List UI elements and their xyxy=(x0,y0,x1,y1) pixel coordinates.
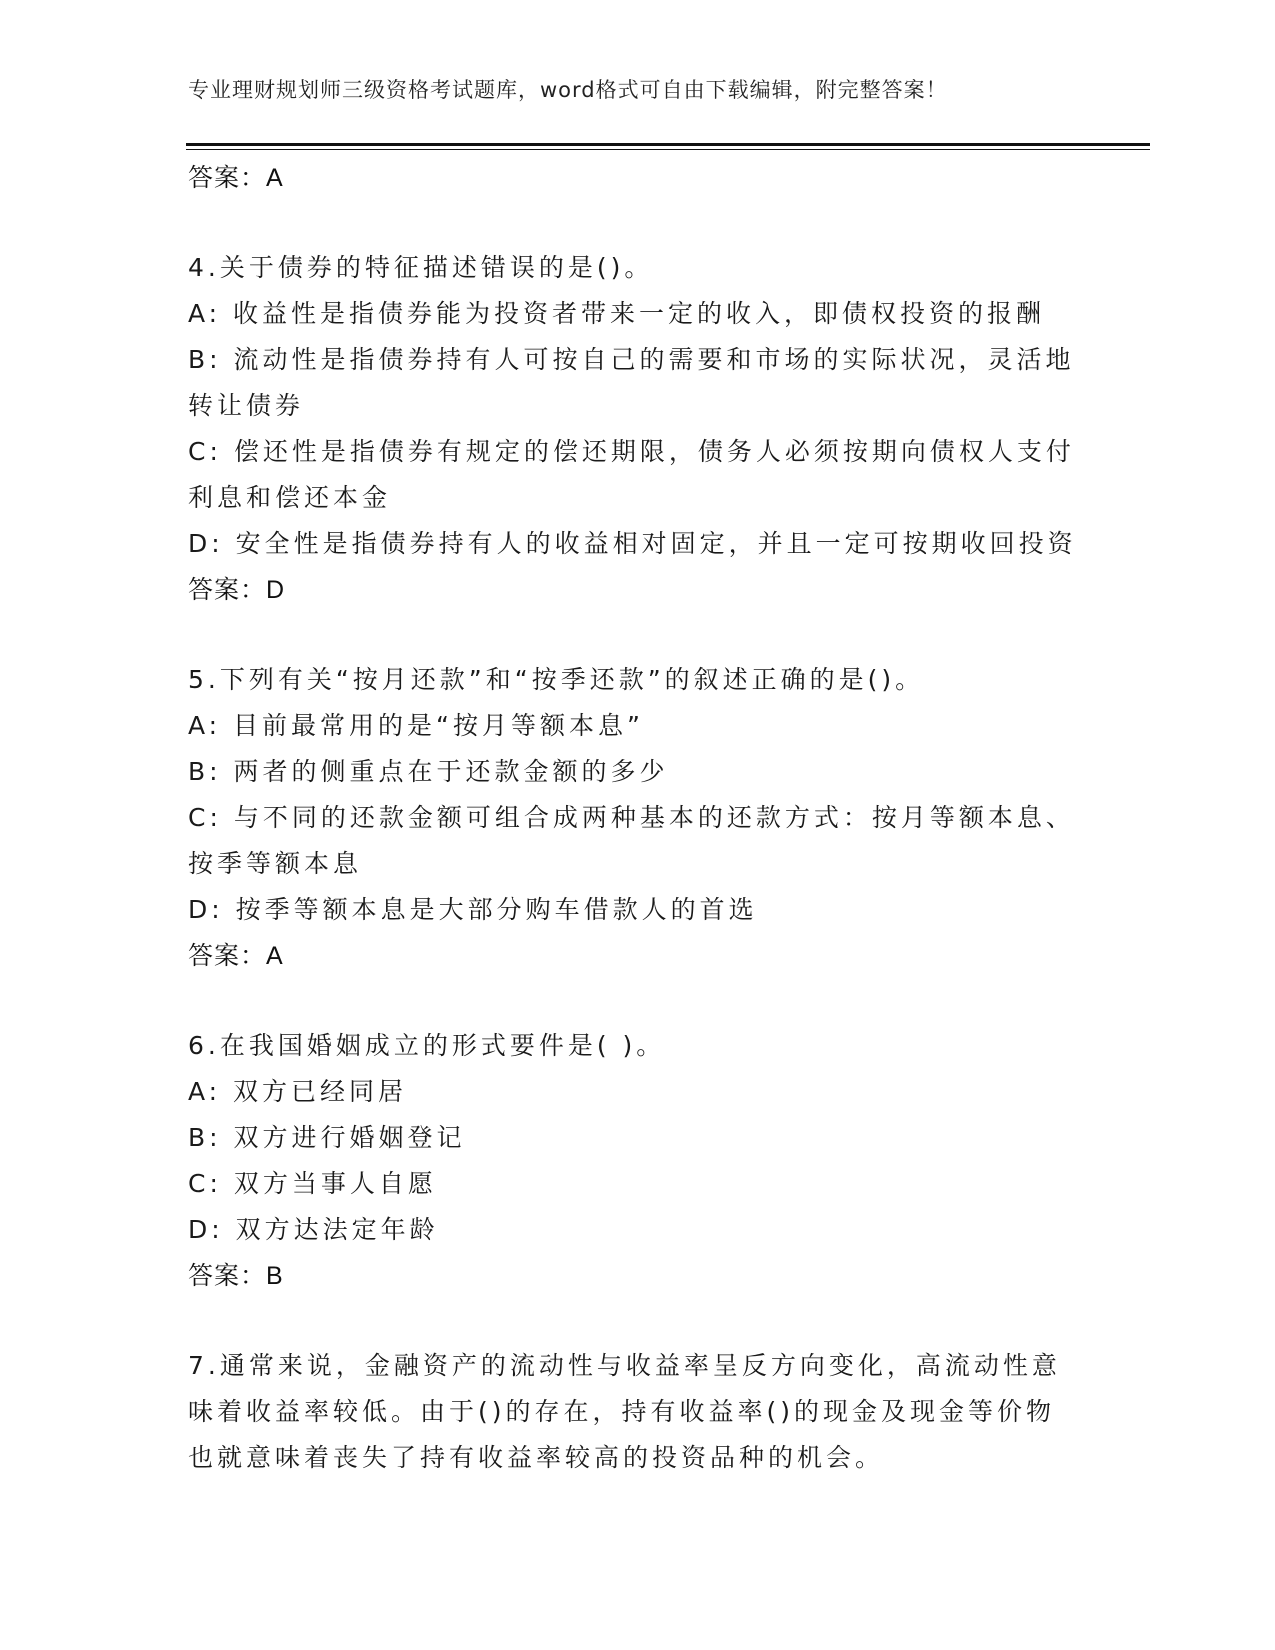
spacer xyxy=(188,1299,1088,1343)
question-6 xyxy=(188,1023,1088,1299)
question-4-option-d: D: 安全性是指债券持有人的收益相对固定，并且一定可按期收回投资 xyxy=(188,529,1077,558)
question-6-stem: 6.在我国婚姻成立的形式要件是( )。 xyxy=(188,1031,666,1060)
question-5-option-b: B: 两者的侧重点在于还款金额的多少 xyxy=(188,757,669,786)
question-4-option-b-line1: B: 流动性是指债券持有人可按自己的需要和市场的实际状况，灵活地 xyxy=(188,345,1075,374)
question-5-option-c-line2: 按季等额本息 xyxy=(188,849,363,878)
page-header: 专业理财规划师三级资格考试题库，word格式可自由下载编辑，附完整答案！ xyxy=(188,78,948,102)
question-7-stem-line2: 味着收益率较低。由于()的存在，持有收益率()的现金及现金等价物 xyxy=(188,1397,1056,1426)
question-6-option-a: A: 双方已经同居 xyxy=(188,1077,408,1106)
question-6-option-c: C: 双方当事人自愿 xyxy=(188,1169,437,1198)
question-5 xyxy=(188,657,1088,979)
question-6-answer: 答案：B xyxy=(188,1262,284,1290)
question-6-option-b: B: 双方进行婚姻登记 xyxy=(188,1123,466,1152)
question-7 xyxy=(188,1343,1088,1481)
question-7-stem-line1: 7.通常来说，金融资产的流动性与收益率呈反方向变化，高流动性意 xyxy=(188,1351,1061,1380)
question-4-option-a: A: 收益性是指债券能为投资者带来一定的收入，即债权投资的报酬 xyxy=(188,299,1046,328)
question-6-option-d: D: 双方达法定年龄 xyxy=(188,1215,439,1244)
header-rule-thick xyxy=(186,143,1150,146)
spacer xyxy=(188,201,1088,245)
question-5-stem: 5.下列有关“按月还款”和“按季还款”的叙述正确的是()。 xyxy=(188,665,925,694)
question-4 xyxy=(188,245,1088,613)
answer-previous: 答案：A xyxy=(188,164,284,192)
question-5-option-a: A: 目前最常用的是“按月等额本息” xyxy=(188,711,644,740)
spacer xyxy=(188,613,1088,657)
question-5-option-c-line1: C: 与不同的还款金额可组合成两种基本的还款方式：按月等额本息、 xyxy=(188,803,1075,832)
question-5-answer: 答案：A xyxy=(188,942,284,970)
question-4-answer: 答案：D xyxy=(188,576,286,604)
document-body xyxy=(188,155,1088,1481)
question-4-option-b-line2: 转让债券 xyxy=(188,391,305,420)
question-4-option-c-line2: 利息和偿还本金 xyxy=(188,483,392,512)
question-4-option-c-line1: C: 偿还性是指债券有规定的偿还期限，债务人必须按期向债权人支付 xyxy=(188,437,1075,466)
question-7-stem-line3: 也就意味着丧失了持有收益率较高的投资品种的机会。 xyxy=(188,1443,885,1472)
spacer xyxy=(188,979,1088,1023)
header-rule-thin xyxy=(186,149,1150,150)
question-4-stem: 4.关于债券的特征描述错误的是()。 xyxy=(188,253,654,282)
question-5-option-d: D: 按季等额本息是大部分购车借款人的首选 xyxy=(188,895,758,924)
